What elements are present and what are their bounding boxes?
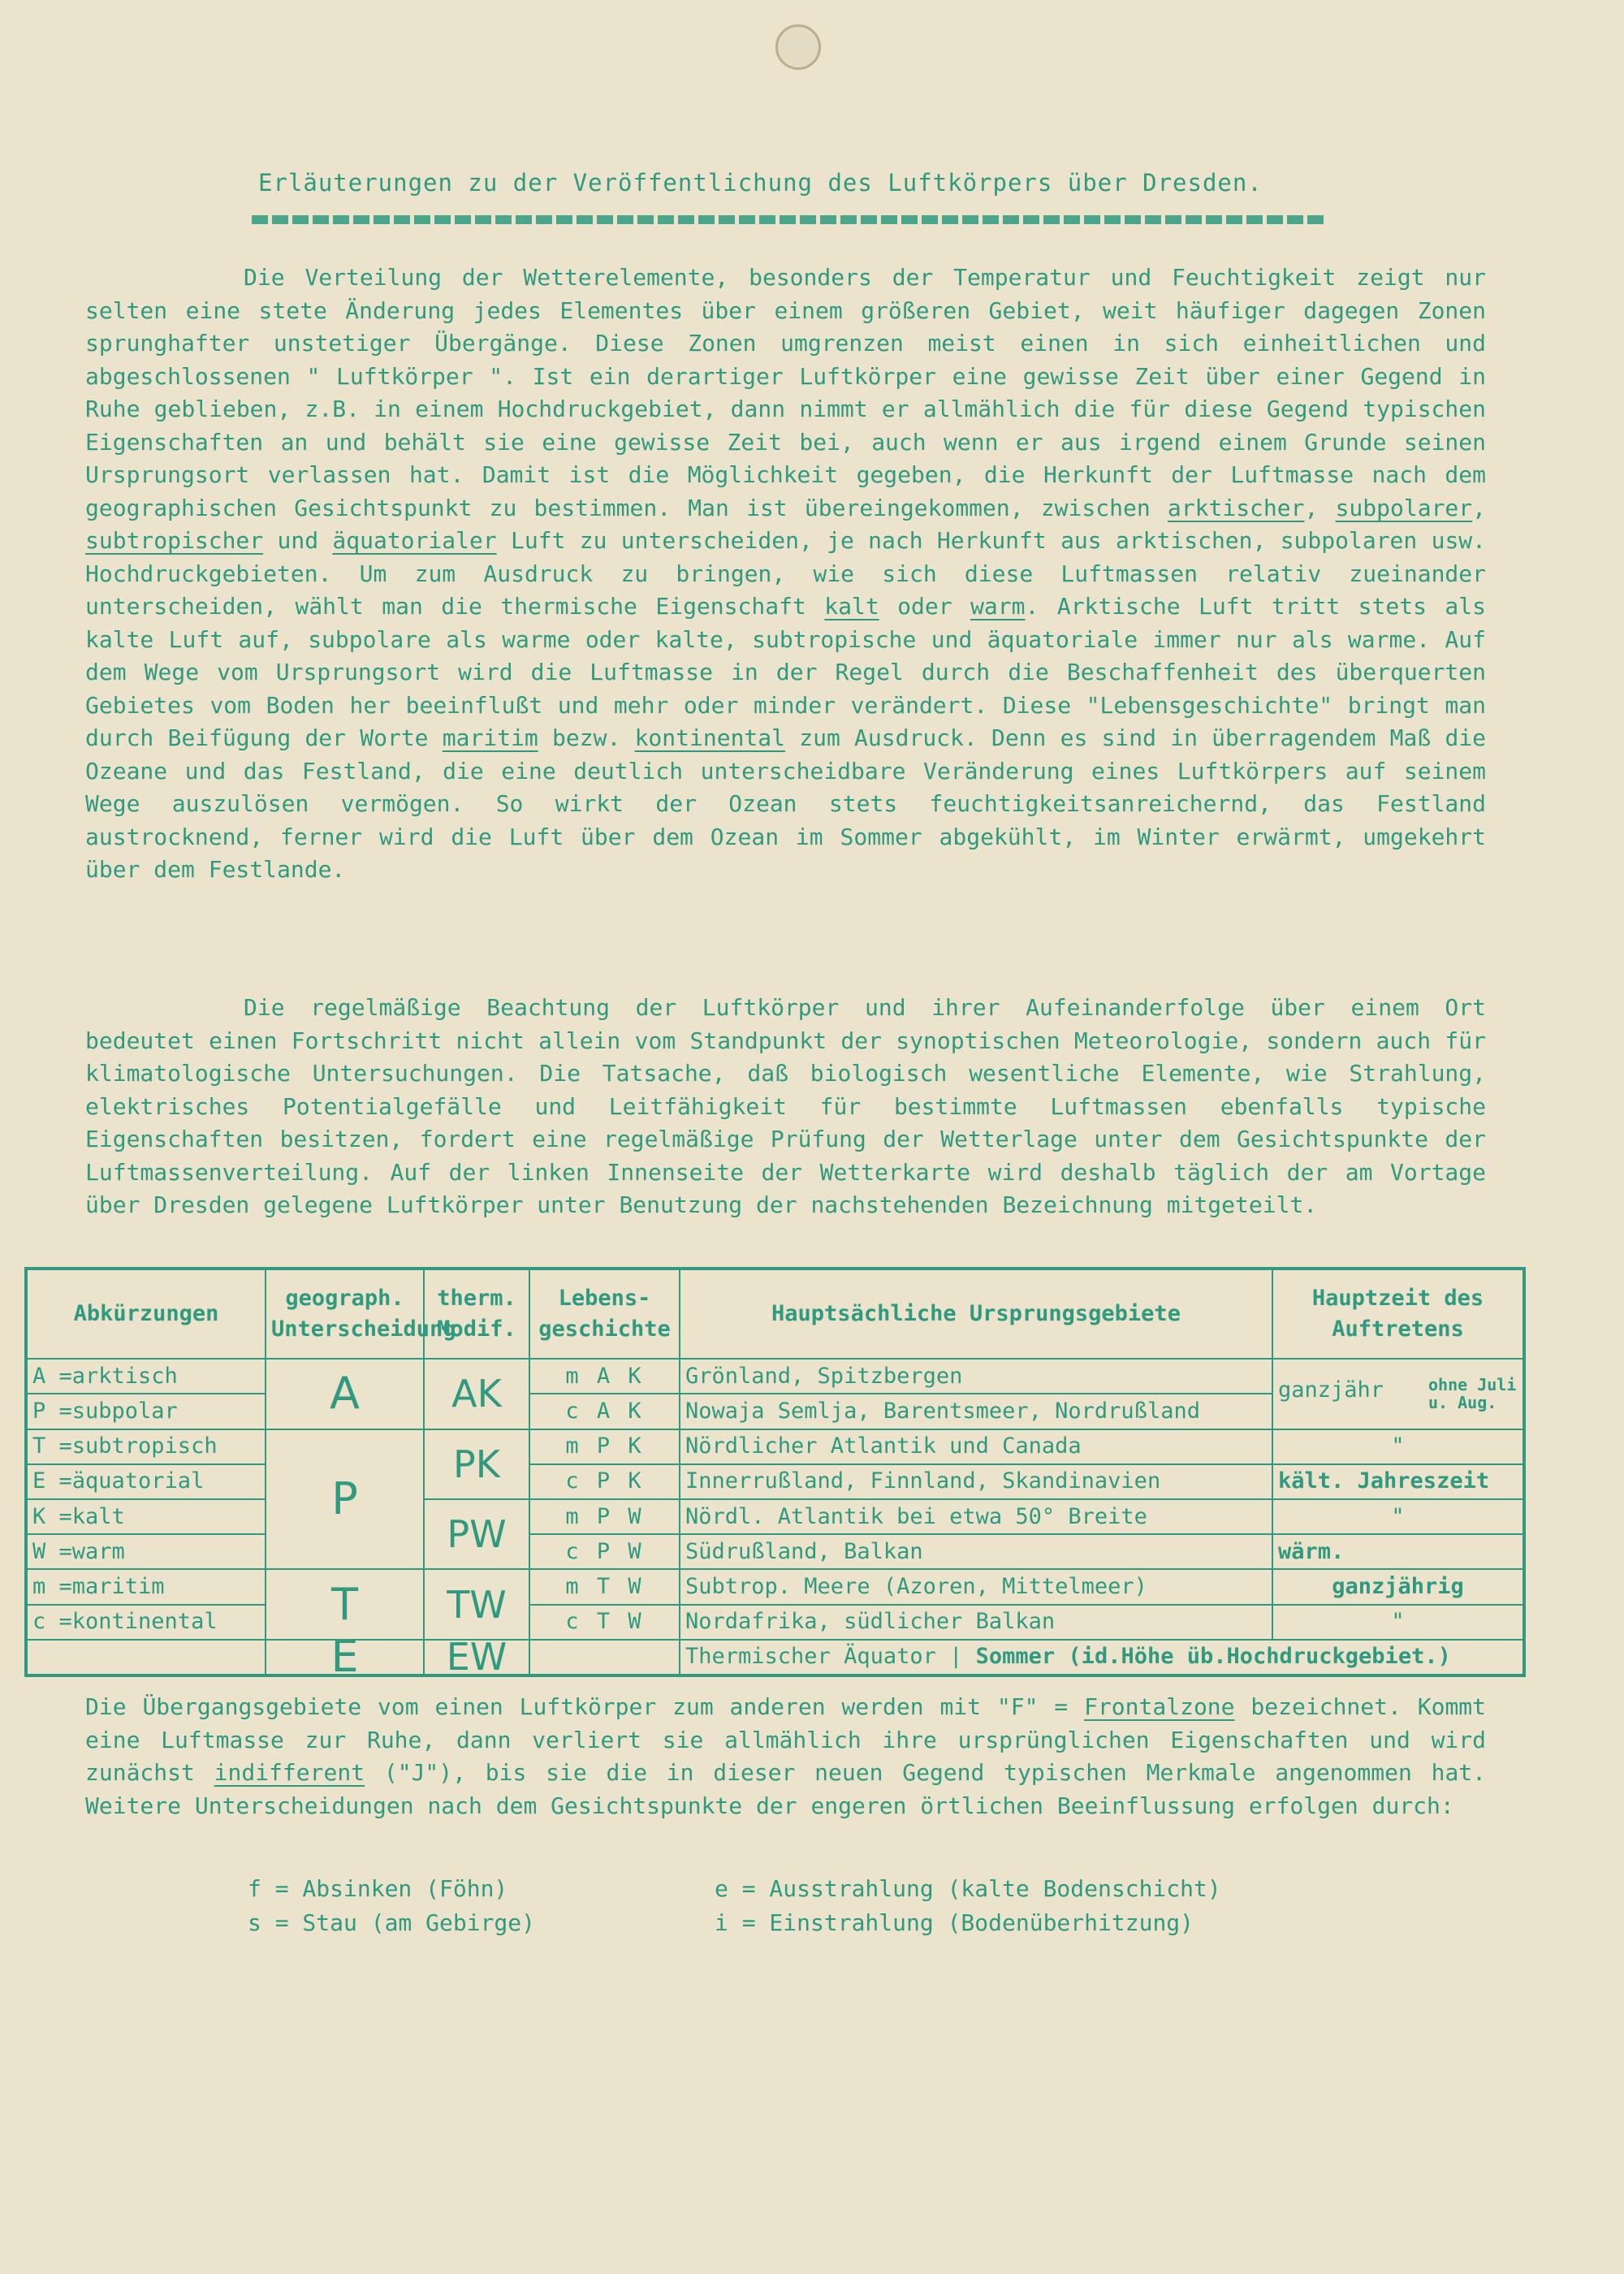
zeit-note: ohne Juli u. Aug. bbox=[1428, 1375, 1517, 1413]
table-row bbox=[26, 1499, 1524, 1534]
abbr-cell bbox=[26, 1640, 266, 1675]
text-run: Die regelmäßige Beachtung der Luftkörper und ihrer Aufeinanderfolge über einem Ort bedeutet einen Fortschritt nicht allein vom Standpunkt der synoptischen Meteorologie, sondern auch für klimatologische Untersuchungen. Die Tatsache, daß biologisch wesentliche Elemente, wie Strahlung, elektrisches Potentialgefälle und Leitfähigkeit für bestimmte Luftmassen ebenfalls typische Eigenschaften besitzen, fordert eine regelmäßige Prüfung der Wetterlage unter dem Gesichtspunkte der Luftmassenverteilung. Auf der linken Innenseite der Wetterkarte wird deshalb täglich der am Vortage über Dresden gelegene Luftkörper unter Benutzung der nachstehenden Bezeichnung mitgeteilt. bbox=[85, 994, 1486, 1218]
legend-item: i = Einstrahlung (Bodenüberhitzung) bbox=[715, 1909, 1194, 1936]
abbr-cell: P =subpolar bbox=[26, 1394, 266, 1429]
abbr-cell: c =kontinental bbox=[26, 1605, 266, 1640]
leben-cell: m P W bbox=[529, 1499, 680, 1534]
legend-left bbox=[248, 1872, 535, 1940]
zeit-cell: ganzjährig bbox=[1272, 1569, 1524, 1604]
ursprung-cell: Subtrop. Meere (Azoren, Mittelmeer) bbox=[680, 1569, 1272, 1604]
leben-cell: m P K bbox=[529, 1429, 680, 1464]
header-lebensgeschichte: Lebens- geschichte bbox=[529, 1269, 680, 1359]
title-underline bbox=[252, 215, 1324, 224]
therm-cell: AK bbox=[424, 1359, 529, 1429]
geo-cell: T bbox=[266, 1569, 424, 1639]
abbr-cell: E =äquatorial bbox=[26, 1464, 266, 1499]
ursprung-cell: Grönland, Spitzbergen bbox=[680, 1359, 1272, 1394]
table-row bbox=[26, 1464, 1524, 1499]
underlined-term: kontinental bbox=[634, 724, 785, 751]
ursprung-cell: Nordafrika, südlicher Balkan bbox=[680, 1605, 1272, 1640]
airmass-table bbox=[24, 1267, 1526, 1683]
paragraph-1: Die Verteilung der Wetterelemente, besonders der Temperatur und Feuchtigkeit zeigt nur selten eine stete Änderung jedes Elementes über einem größeren Gebiet, weit häufiger dagegen Zonen sprunghafter unstetiger Übergänge. Diese Zonen umgrenzen meist einen in sich einheitlichen und abgeschlossenen " Luftkörper ". Ist ein derartiger Luftkörper eine gewisse Zeit über einer Gegend in Ruhe geblieben, z.B. in einem Hochdruckgebiet, dann nimmt er allmählich die für diese Gegend typischen Eigenschaften an und behält sie eine gewisse Zeit bei, auch wenn er aus irgend einem Grunde seinen Ursprungsort verlassen hat. Damit ist die Möglichkeit gegeben, die Herkunft der Luftmasse nach dem geographischen Gesichtspunkt zu bestimmen. Man ist übereingekommen, zwischen arktischer, subpolarer, subtropischer und äquatorialer Luft zu unterscheiden, je nach Herkunft aus arktischen, subpolaren usw. Hochdruckgebieten. Um zum Ausdruck zu bringen, wie sich diese Luftmassen relativ zueinander unterscheiden, wählt man die thermische Eigenschaft kalt oder warm. Arktische Luft tritt stets als kalte Luft auf, subpolare als warme oder kalte, subtropische und äquatoriale immer nur als warme. Auf dem Wege vom Ursprungsort wird die Luftmasse in der Regel durch die Beschaffenheit des überquerten Gebietes vom Boden her beeinflußt und mehr oder minder verändert. Diese "Lebensgeschichte" bringt man durch Beifügung der Worte maritim bezw. kontinental zum Ausdruck. Denn es sind in überragendem Maß die Ozeane und das Festland, die eine deutlich unterscheidbare Veränderung eines Luftkörpers auf seinem Wege auszulösen vermögen. So wirkt der Ozean stets feuchtigkeitsanreichernd, das Festland austrocknend, ferner wird die Luft über dem Ozean im Sommer abgekühlt, im Winter erwärmt, umgekehrt über dem Festlande. bbox=[85, 264, 1487, 883]
zeit-cell bbox=[1272, 1359, 1524, 1429]
zeit-cell: " bbox=[1272, 1429, 1524, 1464]
geo-cell: P bbox=[266, 1429, 424, 1570]
ursprung-cell: Nowaja Semlja, Barentsmeer, Nordrußland bbox=[680, 1394, 1272, 1429]
underlined-term: kalt bbox=[824, 593, 879, 620]
leben-cell bbox=[529, 1640, 680, 1675]
text-run: zum Ausdruck. Denn es sind in überragendem Maß die Ozeane und das Festland, die eine deutlich unterscheidbare Veränderung eines Luftkörpers auf seinem Wege auszulösen vermögen. So wirkt der Ozean stets feuchtigkeitsanreichernd, das Festland austrocknend, ferner wird die Luft über dem Ozean im Sommer abgekühlt, im Winter erwärmt, umgekehrt über dem Festlande. bbox=[85, 724, 1487, 883]
text-run: Luft zu unterscheiden, je nach Herkunft aus arktischen, subpolaren usw. Hochdruckgebieten. Um zum Ausdruck zu bringen, wie sich diese Luftmassen relativ zueinander unterscheiden, wählt man die thermische Eigenschaft bbox=[85, 527, 1487, 620]
text-run: Die Übergangsgebiete vom einen Luftkörper zum anderen werden mit "F" = bbox=[85, 1693, 1069, 1720]
legend-right bbox=[715, 1872, 1221, 1940]
underlined-term: subtropischer bbox=[85, 527, 264, 554]
text-run: ("J"), bis sie die in dieser neuen Gegend typischen Merkmale angenommen hat. Weitere Unterscheidungen nach dem Gesichtspunkte der engeren örtlichen Beeinflussung erfolgen durch: bbox=[85, 1759, 1487, 1819]
zeit-cell: " bbox=[1272, 1499, 1524, 1534]
zeit-cell: kält. Jahreszeit bbox=[1272, 1464, 1524, 1499]
abbr-cell: W =warm bbox=[26, 1534, 266, 1569]
zeit-cell: wärm. bbox=[1272, 1534, 1524, 1569]
ursprung-cell: Nördl. Atlantik bei etwa 50° Breite bbox=[680, 1499, 1272, 1534]
ursprung-text: Thermischer Äquator bbox=[685, 1644, 936, 1670]
table-row bbox=[26, 1605, 1524, 1640]
paragraph-3 bbox=[85, 1691, 1486, 1822]
underlined-term: äquatorialer bbox=[332, 527, 497, 554]
legend-item: e = Ausstrahlung (kalte Bodenschicht) bbox=[715, 1875, 1221, 1902]
text-run: oder bbox=[897, 593, 952, 620]
leben-cell: c T W bbox=[529, 1605, 680, 1640]
zeit-text: Sommer (id.Höhe üb.Hochdruckgebiet.) bbox=[975, 1644, 1451, 1670]
text-run: bezeichnet. Kommt eine Luftmasse zur Ruhe, dann verliert sie allmählich ihre ursprünglichen Eigenschaften und wird zunächst bbox=[85, 1693, 1487, 1786]
header-abkuerzungen: Abkürzungen bbox=[26, 1269, 266, 1359]
therm-cell: EW bbox=[424, 1640, 529, 1675]
therm-cell: PW bbox=[424, 1499, 529, 1569]
leben-cell: m T W bbox=[529, 1569, 680, 1604]
ursprung-cell: Südrußland, Balkan bbox=[680, 1534, 1272, 1569]
text-run: . Arktische Luft tritt stets als kalte Luft auf, subpolare als warme oder kalte, subtropische und äquatoriale immer nur als warme. Auf dem Wege vom Ursprungsort wird die Luftmasse in der Regel durch die Beschaffenheit des überquerten Gebietes vom Boden her beeinflußt und mehr oder minder verändert. Diese "Lebensgeschichte" bringt man durch Beifügung der Worte bbox=[85, 593, 1487, 751]
underlined-term: maritim bbox=[442, 724, 538, 751]
table-row bbox=[26, 1429, 1524, 1464]
punch-hole bbox=[775, 24, 821, 70]
table-row bbox=[26, 1359, 1524, 1394]
leben-cell: c P W bbox=[529, 1534, 680, 1569]
ew-cell: Thermischer Äquator | Sommer (id.Höhe üb.Hochdruckgebiet.) bbox=[680, 1640, 1524, 1675]
text-run: Die Verteilung der Wetterelemente, besonders der Temperatur und Feuchtigkeit zeigt nur selten eine stete Änderung jedes Elementes über einem größeren Gebiet, weit häufiger dagegen Zonen sprunghafter unstetiger Übergänge. Diese Zonen umgrenzen meist einen in sich einheitlichen und abgeschlossenen " Luftkörper ". Ist ein derartiger Luftkörper eine gewisse Zeit über einer Gegend in Ruhe geblieben, z.B. in einem Hochdruckgebiet, dann nimmt er allmählich die für diese Gegend typischen Eigenschaften an und behält sie eine gewisse Zeit bei, auch wenn er aus irgend einem Grunde seinen Ursprungsort verlassen hat. Damit ist die Möglichkeit gegeben, die Herkunft der Luftmasse nach dem geographischen Gesichtspunkt zu bestimmen. Man ist übereingekommen, zwischen bbox=[85, 264, 1486, 521]
header-ursprungsgebiete: Hauptsächliche Ursprungsgebiete bbox=[680, 1269, 1272, 1359]
underlined-term: Frontalzone bbox=[1084, 1693, 1235, 1720]
underlined-term: indifferent bbox=[214, 1759, 365, 1786]
paragraph-2 bbox=[85, 992, 1486, 1222]
abbr-cell: m =maritim bbox=[26, 1569, 266, 1604]
therm-cell: PK bbox=[424, 1429, 529, 1499]
header-therm: therm. Modif. bbox=[424, 1269, 529, 1359]
geo-cell: E bbox=[266, 1640, 424, 1675]
leben-cell: m A K bbox=[529, 1359, 680, 1394]
header-hauptzeit: Hauptzeit des Auftretens bbox=[1272, 1269, 1524, 1359]
page-title: Erläuterungen zu der Veröffentlichung des Luftkörpers über Dresden. bbox=[258, 169, 1263, 197]
ursprung-cell: Nördlicher Atlantik und Canada bbox=[680, 1429, 1272, 1464]
table-header-row bbox=[26, 1269, 1524, 1359]
abbr-cell: T =subtropisch bbox=[26, 1429, 266, 1464]
underlined-term: warm bbox=[970, 593, 1026, 620]
zeit-cell: " bbox=[1272, 1605, 1524, 1640]
table-row bbox=[26, 1569, 1524, 1604]
geo-cell: A bbox=[266, 1359, 424, 1429]
text-run: bezw. bbox=[552, 724, 621, 751]
therm-cell: TW bbox=[424, 1569, 529, 1639]
underlined-term: arktischer bbox=[1167, 494, 1305, 521]
underlined-term: subpolarer bbox=[1335, 494, 1473, 521]
abbr-cell: K =kalt bbox=[26, 1499, 266, 1534]
zeit-text: ganzjähr bbox=[1278, 1377, 1384, 1403]
ursprung-cell: Innerrußland, Finnland, Skandinavien bbox=[680, 1464, 1272, 1499]
abbr-cell: A =arktisch bbox=[26, 1359, 266, 1394]
text-run: und bbox=[277, 527, 319, 554]
leben-cell: c P K bbox=[529, 1464, 680, 1499]
header-geograph: geograph. Unterscheidung bbox=[266, 1269, 424, 1359]
legend-item: f = Absinken (Föhn) bbox=[248, 1875, 508, 1902]
table-row bbox=[26, 1640, 1524, 1675]
legend-item: s = Stau (am Gebirge) bbox=[248, 1909, 536, 1936]
table-row bbox=[26, 1534, 1524, 1569]
leben-cell: c A K bbox=[529, 1394, 680, 1429]
